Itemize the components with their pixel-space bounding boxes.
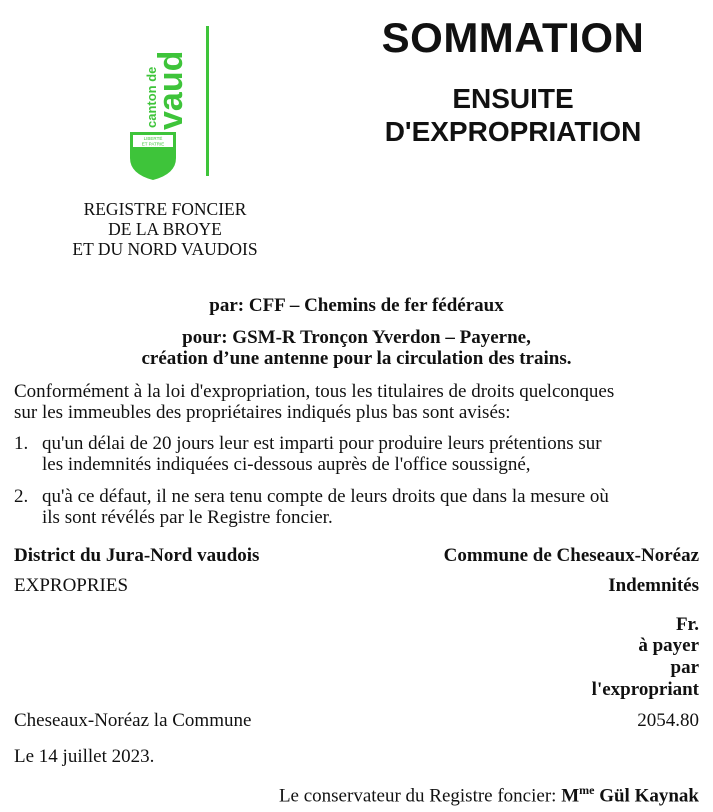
signature-line: [279, 783, 699, 807]
logo-motto-line1: LIBERTÉ: [143, 136, 163, 141]
district-label: District du Jura-Nord vaudois: [14, 545, 260, 566]
amount-header-line2: à payer: [638, 635, 699, 656]
signature-title: M: [561, 785, 580, 807]
signature-prefix: Le conservateur du Registre foncier:: [278, 785, 562, 807]
registry-line2: DE LA BROYE: [108, 219, 222, 239]
logo-text-vaud: vaud: [152, 50, 184, 130]
item-1-line2: les indemnités indiquées ci-dessous auprès de l'office soussigné,: [42, 454, 531, 475]
logo-text-canton: canton de: [144, 66, 159, 128]
amount-header-line1: Fr.: [675, 614, 699, 635]
canton-de-vaud-logo: [122, 22, 184, 182]
expropriator-line: par: CFF – Chemins de fer fédéraux: [209, 295, 504, 316]
logo-graphic: [122, 22, 184, 182]
item-2-number: 2.: [14, 486, 29, 507]
purpose-line1: pour: GSM-R Tronçon Yverdon – Payerne,: [182, 327, 531, 348]
item-1-number: 1.: [14, 433, 29, 454]
subtitle-line1: ENSUITE: [452, 83, 574, 114]
subtitle-line2: D'EXPROPRIATION: [384, 116, 642, 147]
intro-line1: Conformément à la loi d'expropriation, tous les titulaires de droits quelconques: [14, 381, 615, 402]
item-2-line1: qu'à ce défaut, il ne sera tenu compte de leurs droits que dans la mesure où: [42, 486, 609, 507]
logo-motto-line2: ET PATRIE: [141, 141, 165, 147]
intro-line2: sur les immeubles des propriétaires indiqués plus bas sont avisés:: [14, 402, 511, 423]
item-1-line1: qu'un délai de 20 jours leur est imparti pour produire leurs prétentions sur: [42, 433, 602, 454]
purpose-line2: création d’une antenne pour la circulation des trains.: [141, 348, 572, 369]
signature-name: Gül Kaynak: [594, 785, 699, 807]
table-row-amount: 2054.80: [637, 710, 699, 731]
registry-line3: ET DU NORD VAUDOIS: [72, 239, 258, 259]
commune-label: Commune de Cheseaux-Noréaz: [443, 545, 699, 566]
amount-header-line3: par: [670, 657, 699, 678]
signature-title-sup: me: [579, 783, 595, 797]
table-row-name: Cheseaux-Noréaz la Commune: [14, 710, 252, 731]
indemnites-header: Indemnités: [608, 575, 699, 596]
registry-line1: REGISTRE FONCIER: [83, 199, 247, 219]
page-title: SOMMATION: [381, 14, 645, 61]
logo-divider: [206, 26, 209, 176]
amount-header-line4: l'expropriant: [591, 679, 699, 700]
item-2-line2: ils sont révélés par le Registre foncier.: [42, 507, 333, 528]
document-date: Le 14 juillet 2023.: [14, 746, 155, 767]
expropries-header: EXPROPRIES: [14, 575, 129, 596]
